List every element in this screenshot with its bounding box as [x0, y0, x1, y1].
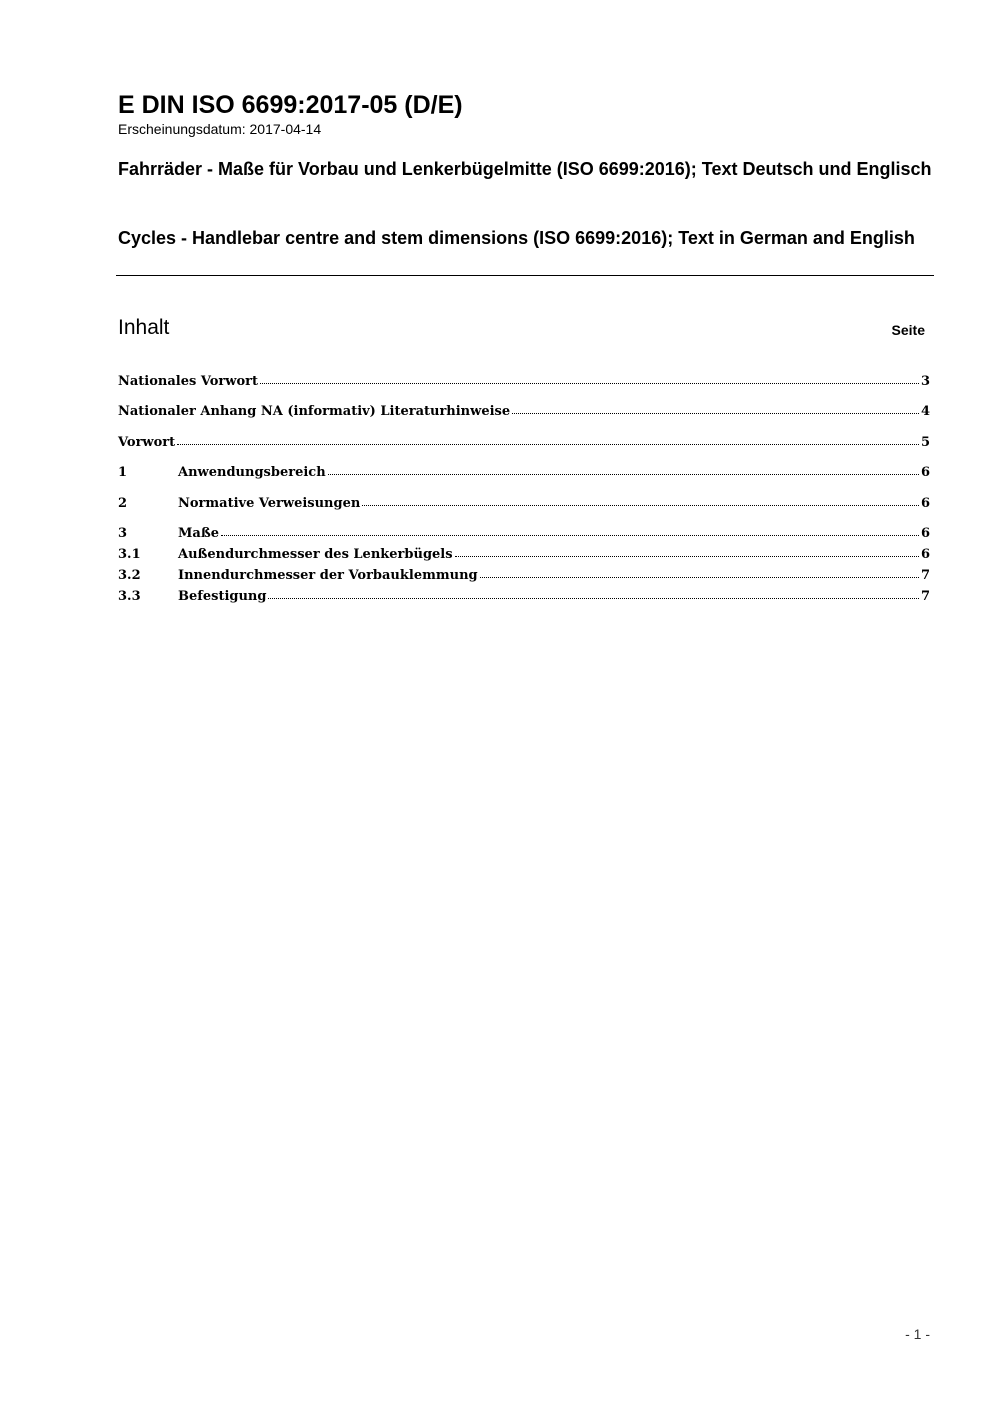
toc-entry-page: 6 [920, 496, 930, 511]
toc-entry-number: 3.1 [118, 547, 141, 562]
toc-entry-label: Außendurchmesser des Lenkerbügels [178, 547, 453, 562]
toc-entry[interactable] [118, 494, 930, 512]
toc-entry-label: Befestigung [178, 589, 267, 604]
toc-entry-page: 7 [920, 568, 930, 583]
toc-entry-page: 7 [920, 589, 930, 604]
toc-entry-page: 6 [920, 547, 930, 562]
toc-entry-page: 4 [920, 404, 930, 419]
toc-entry-label: Nationales Vorwort [118, 374, 258, 389]
toc-leader-dots [512, 401, 919, 414]
toc-leader-dots [480, 565, 919, 578]
title-german: Fahrräder - Maße für Vorbau und Lenkerbügelmitte (ISO 6699:2016); Text Deutsch und Englisch [118, 159, 932, 179]
toc-entry[interactable] [118, 587, 930, 605]
publication-date: Erscheinungsdatum: 2017-04-14 [118, 121, 322, 137]
toc-entry-label: Normative Verweisungen [178, 496, 361, 511]
toc-entry-number: 3.2 [118, 568, 141, 583]
toc-entry-page: 6 [920, 526, 930, 541]
toc-entry-label: Vorwort [118, 435, 176, 450]
toc-entry-label: Nationaler Anhang NA (informativ) Literaturhinweise [118, 404, 511, 419]
toc-leader-dots [268, 586, 918, 599]
document-id: E DIN ISO 6699:2017-05 (D/E) [118, 91, 463, 119]
toc-entry[interactable] [118, 372, 930, 390]
toc-entry-page: 5 [920, 435, 930, 450]
toc-entry-label: Anwendungsbereich [178, 465, 326, 480]
toc-entry-page: 3 [920, 374, 930, 389]
toc-entry-number: 3.3 [118, 589, 141, 604]
toc-leader-dots [221, 523, 919, 536]
toc-entry-number: 1 [118, 465, 128, 480]
toc-leader-dots [260, 371, 919, 384]
toc-entry[interactable] [118, 433, 930, 451]
toc-entry[interactable] [118, 402, 930, 420]
toc-entry[interactable] [118, 545, 930, 563]
toc-entry[interactable] [118, 566, 930, 584]
title-english: Cycles - Handlebar centre and stem dimensions (ISO 6699:2016); Text in German and English [118, 228, 915, 248]
toc-leader-dots [177, 432, 919, 445]
toc-entry[interactable] [118, 463, 930, 481]
toc-entry-label: Maße [178, 526, 219, 541]
header-divider [116, 275, 934, 276]
toc-entry-number: 2 [118, 496, 128, 511]
toc-page-column-label: Seite [891, 322, 925, 338]
toc-leader-dots [455, 544, 919, 557]
toc-leader-dots [328, 462, 919, 475]
toc-heading: Inhalt [118, 316, 170, 339]
toc-leader-dots [362, 493, 919, 506]
toc-entry[interactable] [118, 524, 930, 542]
toc-entry-label: Innendurchmesser der Vorbauklemmung [178, 568, 478, 583]
toc-entry-page: 6 [920, 465, 930, 480]
page-number: - 1 - [905, 1326, 930, 1342]
toc-entry-number: 3 [118, 526, 128, 541]
